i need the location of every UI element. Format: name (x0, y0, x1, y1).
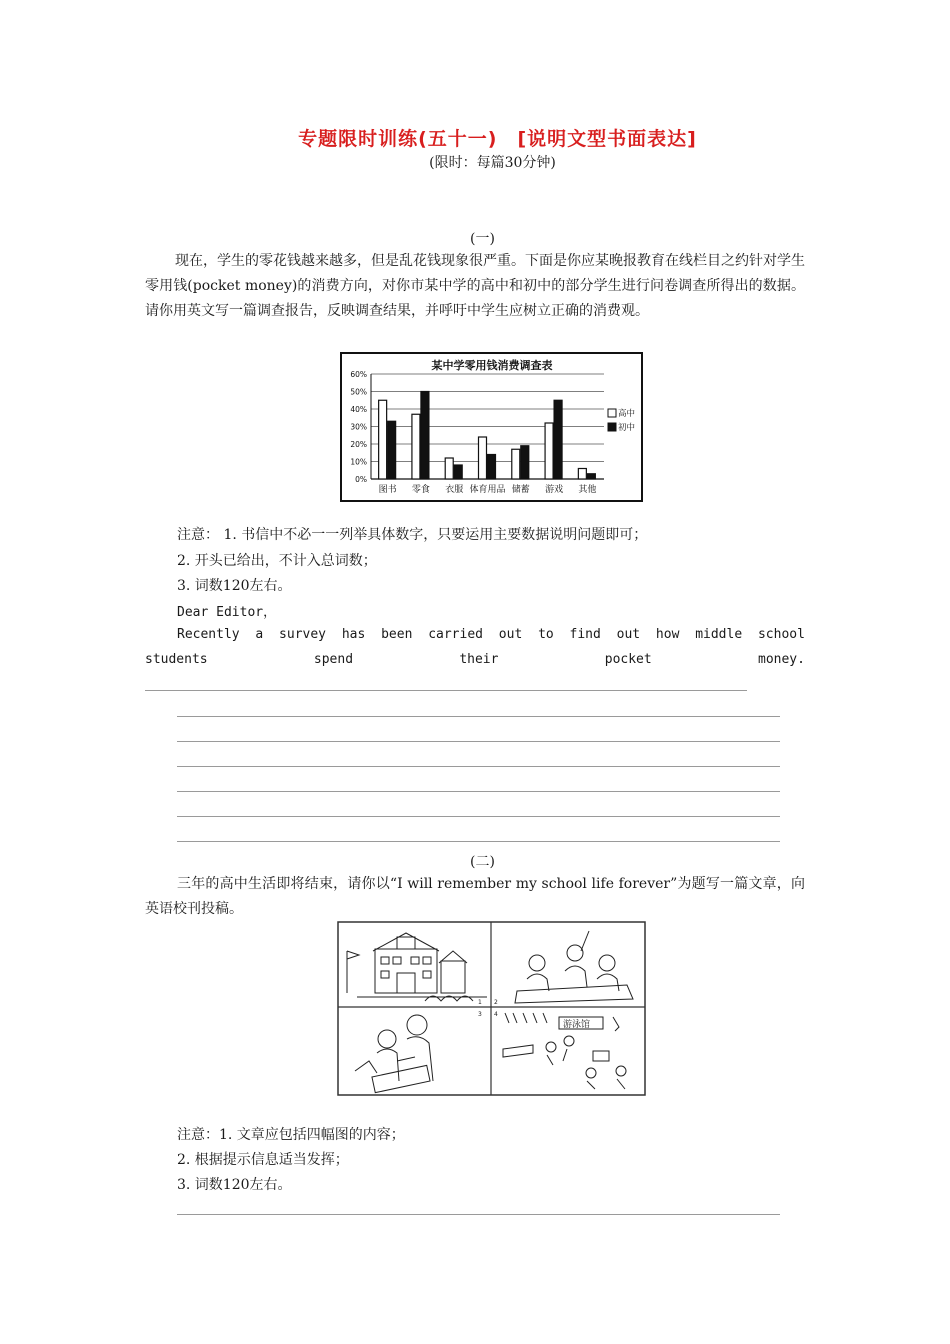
pocket-money-chart (340, 352, 643, 502)
x-category-label: 储蓄 (511, 485, 530, 495)
y-tick-label: 10% (350, 457, 367, 467)
note-1-line-1: 注意： 1. 书信中不必一一列举具体数字，只要运用主要数据说明问题即可； (177, 527, 648, 543)
note-2-line-2: 2. 根据提示信息适当发挥； (177, 1152, 349, 1168)
legend-swatch-high-school (608, 409, 616, 417)
word: has (341, 627, 366, 642)
bar-junior-high (554, 400, 562, 479)
word: survey (279, 627, 327, 642)
answer-line (177, 841, 780, 842)
y-tick-label: 50% (350, 387, 367, 397)
word: middle (695, 627, 743, 642)
bar-high-school (578, 469, 586, 480)
word: to (538, 627, 554, 642)
bar-junior-high (388, 421, 396, 479)
panel-number: 4 (494, 1011, 498, 1018)
section-2-prompt: 三年的高中生活即将结束，请你以“I will remember my school life forever”为题写一篇文章，向英语校刊投稿。 (145, 876, 805, 917)
chart-title: 某中学零用钱消费调查表 (431, 359, 553, 372)
answer-line (177, 766, 780, 767)
word: students (145, 652, 208, 667)
x-category-label: 衣服 (445, 485, 464, 495)
bar-junior-high (488, 455, 496, 480)
panel-number: 1 (478, 999, 482, 1006)
word: out (616, 627, 641, 642)
note-2-line-1: 注意：1. 文章应包括四幅图的内容； (177, 1127, 405, 1143)
word: how (655, 627, 680, 642)
time-limit-subtitle: (限时：每篇30分钟) (429, 155, 556, 171)
word: school (757, 627, 805, 642)
bar-high-school (412, 414, 420, 479)
y-tick-label: 30% (350, 422, 367, 432)
opening-sentence-line-1 (177, 627, 805, 642)
bar-junior-high (421, 392, 429, 480)
bar-junior-high (454, 465, 462, 479)
section-2-heading: (二) (470, 854, 495, 870)
x-category-label: 其他 (578, 485, 597, 495)
x-category-label: 游戏 (545, 485, 564, 495)
word: Recently (177, 627, 240, 642)
answer-line (145, 690, 747, 691)
answer-line (177, 1214, 780, 1215)
y-tick-label: 40% (350, 405, 367, 414)
note-2-line-3: 3. 词数120左右。 (177, 1177, 292, 1193)
y-tick-label: 0% (355, 475, 367, 484)
note-1-line-3: 3. 词数120左右。 (177, 578, 292, 594)
word: spend (313, 652, 354, 667)
bar-high-school (445, 458, 453, 479)
answer-line (177, 791, 780, 792)
word: their (459, 652, 499, 667)
bar-junior-high (521, 446, 529, 479)
x-category-label: 图书 (378, 485, 397, 495)
bar-high-school (545, 423, 553, 479)
panel-number: 2 (494, 999, 498, 1006)
bar-high-school (379, 400, 387, 479)
word: pocket (604, 652, 652, 667)
legend-swatch-junior-high (608, 423, 616, 431)
y-tick-label: 60% (350, 370, 367, 379)
word: money. (758, 652, 805, 667)
opening-sentence-line-2 (145, 652, 805, 667)
word: carried (428, 627, 483, 642)
bar-high-school (512, 449, 520, 479)
bar-junior-high (587, 474, 595, 479)
y-tick-label: 20% (350, 440, 367, 449)
word: a (255, 627, 264, 642)
x-category-label: 零食 (411, 485, 430, 495)
answer-line (177, 816, 780, 817)
note-1-line-2: 2. 开头已给出，不计入总词数； (177, 553, 377, 569)
page-title: 专题限时训练(五十一) [说明文型书面表达] (298, 128, 697, 150)
section-1-prompt: 现在，学生的零花钱越来越多，但是乱花钱现象很严重。下面是你应某晚报教育在线栏目之约针对学生零用钱(pocket money)的消费方向，对你市某中学的高中和初中的部分学生进行问卷调查所得出的数据。请你用英文写一篇调查报告，反映调查结果，并呼吁中学生应树立正确的消费观。 (145, 253, 805, 319)
answer-line (177, 741, 780, 742)
word: been (381, 627, 413, 642)
word: find (569, 627, 601, 642)
legend-label-high-school: 高中 (618, 409, 636, 419)
letter-greeting: Dear Editor， (177, 605, 277, 620)
swimming-pool-sign: 游泳馆 (563, 1020, 591, 1030)
bar-chart-svg (340, 352, 643, 502)
panel-number: 3 (478, 1011, 482, 1018)
answer-line (177, 716, 780, 717)
x-category-label: 体育用品 (469, 485, 506, 495)
four-picture-illustration (337, 921, 646, 1096)
legend-label-junior-high: 初中 (618, 423, 636, 433)
illustration-svg (337, 921, 646, 1096)
section-1-heading: (一) (470, 231, 495, 247)
word: out (498, 627, 523, 642)
bar-high-school (479, 437, 487, 479)
